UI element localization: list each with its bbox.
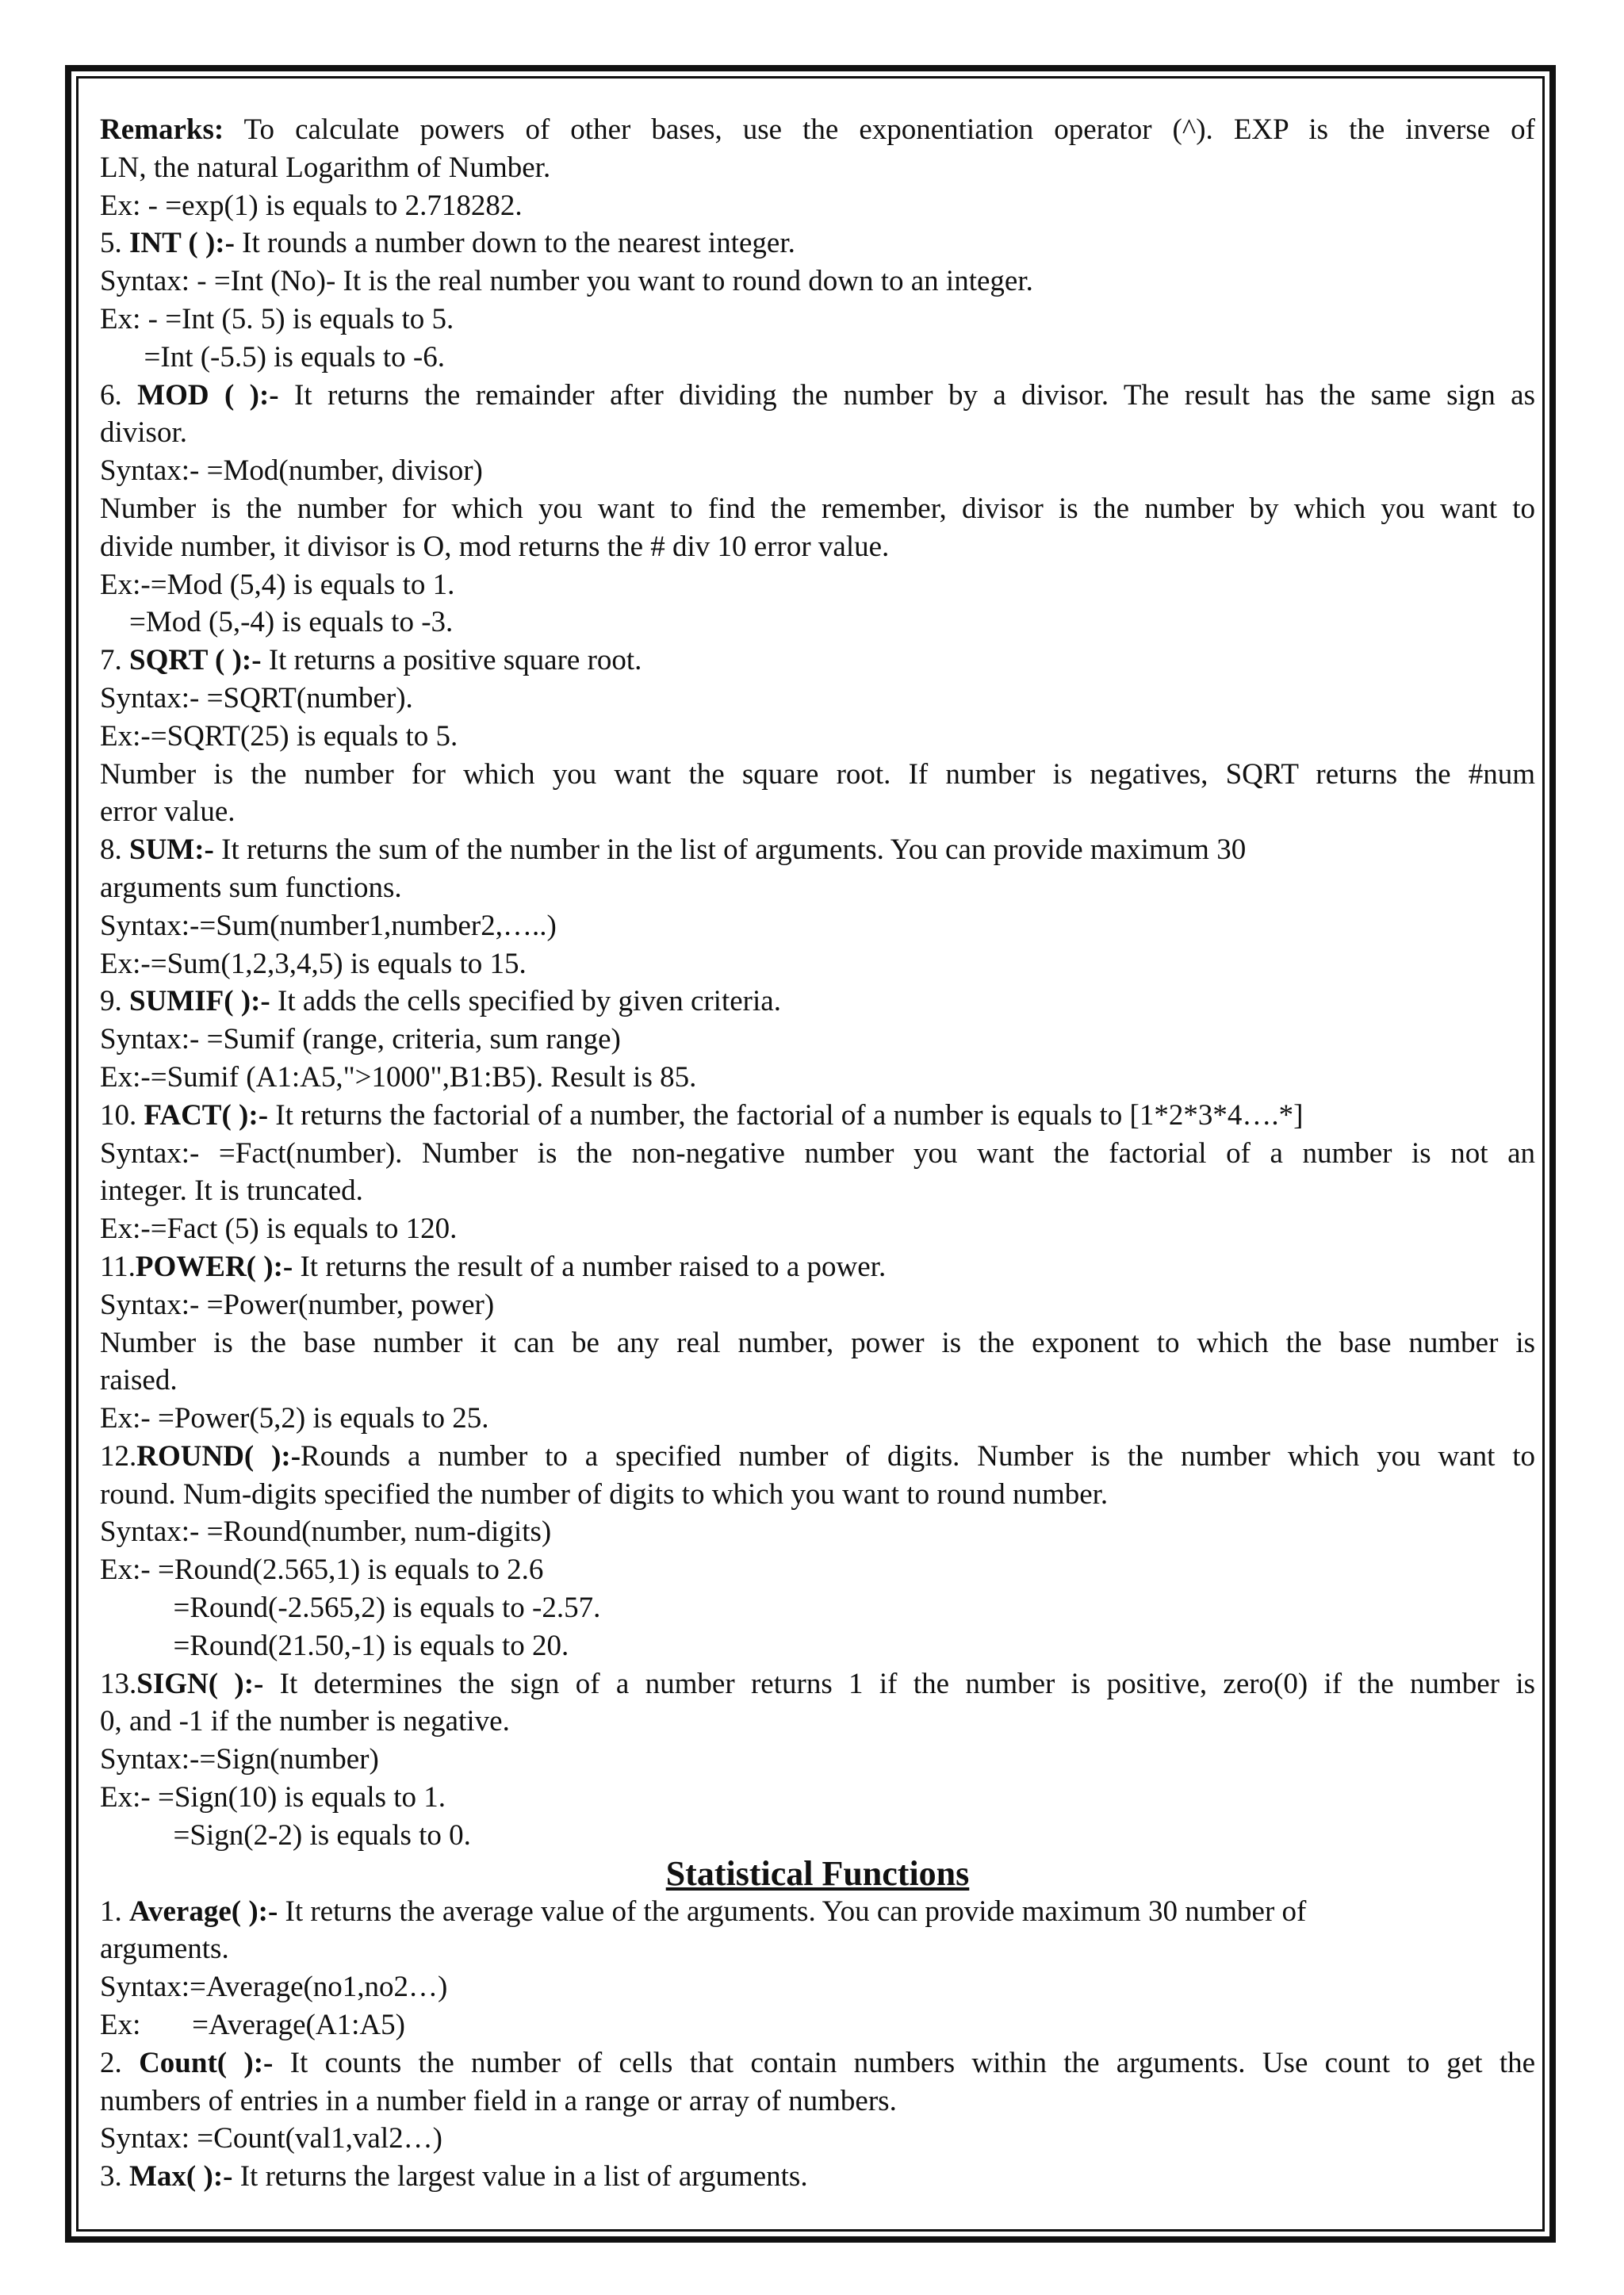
line-text: It returns a positive square root. bbox=[261, 644, 642, 677]
line-text: It returns the factorial of a number, the factorial of a number is equals to [1*2*3*4….*] bbox=[268, 1098, 1304, 1132]
text-line bbox=[100, 1097, 1535, 1135]
item-number: 7. bbox=[100, 644, 129, 677]
line-text: Ex:-=SQRT(25) is equals to 5. bbox=[100, 719, 458, 753]
text-line bbox=[100, 1703, 1535, 1741]
text-line bbox=[100, 680, 1535, 718]
text-line bbox=[100, 1324, 1535, 1362]
item-number: 12. bbox=[100, 1439, 137, 1473]
item-number: 10. bbox=[100, 1098, 144, 1132]
text-line bbox=[100, 1021, 1535, 1059]
line-text: It returns the remainder after dividing the number by a divisor. The result has the same sign as bbox=[278, 378, 1535, 412]
line-text: integer. It is truncated. bbox=[100, 1174, 363, 1208]
line-text: =Mod (5,-4) is equals to -3. bbox=[100, 606, 454, 639]
text-line bbox=[100, 603, 1535, 642]
text-line bbox=[100, 2044, 1535, 2082]
function-name: MOD ( ):- bbox=[137, 378, 279, 412]
text-line bbox=[100, 983, 1535, 1021]
item-number: 5. bbox=[100, 227, 129, 260]
line-text: It adds the cells specified by given criteria. bbox=[270, 985, 781, 1018]
text-line bbox=[100, 945, 1535, 983]
line-text: Ex: - =Int (5. 5) is equals to 5. bbox=[100, 302, 454, 335]
function-name: FACT( ):- bbox=[144, 1098, 269, 1132]
text-line bbox=[100, 1513, 1535, 1551]
text-line bbox=[100, 1779, 1535, 1817]
line-text: It counts the number of cells that contain numbers within the arguments. Use count to get the bbox=[273, 2046, 1536, 2079]
text-line bbox=[100, 1210, 1535, 1248]
function-name: Max( ):- bbox=[129, 2160, 233, 2193]
item-number: 9. bbox=[100, 985, 129, 1018]
text-line bbox=[100, 452, 1535, 490]
text-line bbox=[100, 1893, 1535, 1931]
text-line bbox=[100, 1665, 1535, 1703]
line-text: Ex:- =Sign(10) is equals to 1. bbox=[100, 1781, 446, 1814]
line-text: divide number, it divisor is O, mod returns the # div 10 error value. bbox=[100, 530, 890, 563]
text-line bbox=[100, 1135, 1535, 1173]
item-number: 6. bbox=[100, 378, 138, 412]
text-line bbox=[100, 1930, 1535, 1968]
item-number: 3. bbox=[100, 2160, 129, 2193]
function-name: Count( ):- bbox=[139, 2046, 274, 2079]
function-name: SUM:- bbox=[129, 833, 214, 867]
text-line bbox=[100, 907, 1535, 945]
section-heading: Statistical Functions bbox=[665, 1853, 970, 1893]
line-text: LN, the natural Logarithm of Number. bbox=[100, 151, 551, 184]
line-text: Number is the base number it can be any real number, power is the exponent to which the base number is bbox=[100, 1326, 1535, 1359]
text-line bbox=[100, 1551, 1535, 1589]
item-number: 1. bbox=[100, 1895, 129, 1928]
line-text: round. Num-digits specified the number of digits to which you want to round number. bbox=[100, 1477, 1109, 1511]
text-line bbox=[100, 1476, 1535, 1514]
function-name: POWER( ):- bbox=[135, 1250, 293, 1283]
function-name: SIGN( ):- bbox=[136, 1667, 264, 1700]
line-text: =Int (-5.5) is equals to -6. bbox=[100, 340, 445, 374]
line-text: Syntax:- =SQRT(number). bbox=[100, 681, 413, 715]
text-line bbox=[100, 187, 1535, 225]
text-line bbox=[100, 1968, 1535, 2006]
line-text: Number is the number for which you want to find the remember, divisor is the number by which you want to bbox=[100, 492, 1535, 525]
text-line bbox=[100, 414, 1535, 452]
text-line bbox=[100, 756, 1535, 794]
text-line bbox=[100, 1400, 1535, 1438]
text-line bbox=[100, 262, 1535, 301]
line-text: Syntax: - =Int (No)- It is the real number you want to round down to an integer. bbox=[100, 265, 1033, 298]
text-line bbox=[100, 1362, 1535, 1400]
line-text: Ex:-=Fact (5) is equals to 120. bbox=[100, 1213, 458, 1246]
line-text: Ex:- =Power(5,2) is equals to 25. bbox=[100, 1402, 489, 1435]
text-line bbox=[100, 2158, 1535, 2196]
text-line bbox=[100, 2120, 1535, 2158]
text-line bbox=[100, 1817, 1535, 1855]
text-line bbox=[100, 111, 1535, 149]
line-text: divisor. bbox=[100, 416, 187, 450]
line-text: Ex: - =exp(1) is equals to 2.718282. bbox=[100, 189, 523, 222]
line-text: It returns the largest value in a list of arguments. bbox=[232, 2160, 808, 2193]
line-text: error value. bbox=[100, 795, 236, 829]
line-text: It returns the sum of the number in the list of arguments. You can provide maximum 30 bbox=[213, 833, 1247, 867]
text-line bbox=[100, 1627, 1535, 1665]
line-text: Syntax:- =Power(number, power) bbox=[100, 1288, 495, 1321]
line-text: Ex: =Average(A1:A5) bbox=[100, 2009, 405, 2042]
line-text: =Round(21.50,-1) is equals to 20. bbox=[100, 1629, 569, 1662]
item-number: 2. bbox=[100, 2046, 140, 2079]
text-line bbox=[100, 1438, 1535, 1476]
line-text: Ex:-=Sumif (A1:A5,">1000",B1:B5). Result is 85. bbox=[100, 1060, 697, 1094]
function-name: Average( ):- bbox=[129, 1895, 278, 1928]
line-text: It returns the result of a number raised to a power. bbox=[293, 1250, 887, 1283]
text-line bbox=[100, 528, 1535, 566]
line-text: arguments. bbox=[100, 1933, 229, 1966]
text-line bbox=[100, 831, 1535, 869]
text-line bbox=[100, 339, 1535, 377]
line-text: Ex:-=Mod (5,4) is equals to 1. bbox=[100, 568, 455, 601]
line-text: Syntax:- =Sumif (range, criteria, sum range) bbox=[100, 1023, 621, 1056]
line-text: raised. bbox=[100, 1364, 178, 1397]
text-line bbox=[100, 2006, 1535, 2044]
function-name: Remarks: bbox=[100, 113, 224, 146]
line-text: Syntax:-=Sum(number1,number2,…..) bbox=[100, 909, 557, 942]
text-line bbox=[100, 1248, 1535, 1286]
line-text: 0, and -1 if the number is negative. bbox=[100, 1705, 510, 1738]
line-text: Number is the number for which you want the square root. If number is negatives, SQRT returns the #num bbox=[100, 757, 1535, 791]
document-body bbox=[100, 111, 1535, 2196]
item-number: 8. bbox=[100, 833, 129, 867]
function-name: INT ( ):- bbox=[129, 227, 235, 260]
text-line bbox=[100, 2082, 1535, 2121]
line-text: Syntax:=Average(no1,no2…) bbox=[100, 1971, 448, 2004]
text-line bbox=[100, 1741, 1535, 1779]
text-line bbox=[100, 793, 1535, 831]
text-line bbox=[100, 642, 1535, 680]
line-text: Ex:- =Round(2.565,1) is equals to 2.6 bbox=[100, 1554, 544, 1587]
text-line bbox=[100, 224, 1535, 262]
text-line bbox=[100, 869, 1535, 907]
text-line bbox=[100, 566, 1535, 604]
line-text: =Sign(2-2) is equals to 0. bbox=[100, 1818, 471, 1852]
text-line bbox=[100, 149, 1535, 187]
line-text: Ex:-=Sum(1,2,3,4,5) is equals to 15. bbox=[100, 947, 527, 980]
line-text: Syntax:- =Mod(number, divisor) bbox=[100, 454, 483, 488]
line-text: Syntax:-=Sign(number) bbox=[100, 1743, 379, 1776]
text-line bbox=[100, 1059, 1535, 1097]
line-text: Syntax:- =Fact(number). Number is the non-negative number you want the factorial of a number is not an bbox=[100, 1136, 1535, 1170]
text-line bbox=[100, 377, 1535, 415]
line-text: It rounds a number down to the nearest integer. bbox=[234, 227, 795, 260]
line-text: arguments sum functions. bbox=[100, 871, 402, 904]
line-text: Syntax: =Count(val1,val2…) bbox=[100, 2122, 442, 2155]
line-text: To calculate powers of other bases, use the exponentiation operator (^). EXP is the inverse of bbox=[224, 113, 1535, 146]
item-number: 11. bbox=[100, 1250, 136, 1283]
line-text: It returns the average value of the arguments. You can provide maximum 30 number of bbox=[278, 1895, 1307, 1928]
text-line bbox=[100, 718, 1535, 756]
line-text: It determines the sign of a number returns 1 if the number is positive, zero(0) if the number is bbox=[263, 1667, 1535, 1700]
line-text: =Round(-2.565,2) is equals to -2.57. bbox=[100, 1592, 601, 1625]
function-name: SUMIF( ):- bbox=[129, 985, 270, 1018]
text-line bbox=[100, 301, 1535, 339]
text-line bbox=[100, 1286, 1535, 1324]
function-name: SQRT ( ):- bbox=[129, 644, 262, 677]
text-line bbox=[100, 490, 1535, 528]
item-number: 13. bbox=[100, 1667, 137, 1700]
line-text: Rounds a number to a specified number of digits. Number is the number which you want to bbox=[301, 1439, 1535, 1473]
text-line bbox=[100, 1172, 1535, 1210]
line-text: numbers of entries in a number field in a range or array of numbers. bbox=[100, 2084, 897, 2117]
line-text: Syntax:- =Round(number, num-digits) bbox=[100, 1515, 552, 1549]
function-name: ROUND( ):- bbox=[136, 1439, 301, 1473]
text-line bbox=[100, 1589, 1535, 1627]
